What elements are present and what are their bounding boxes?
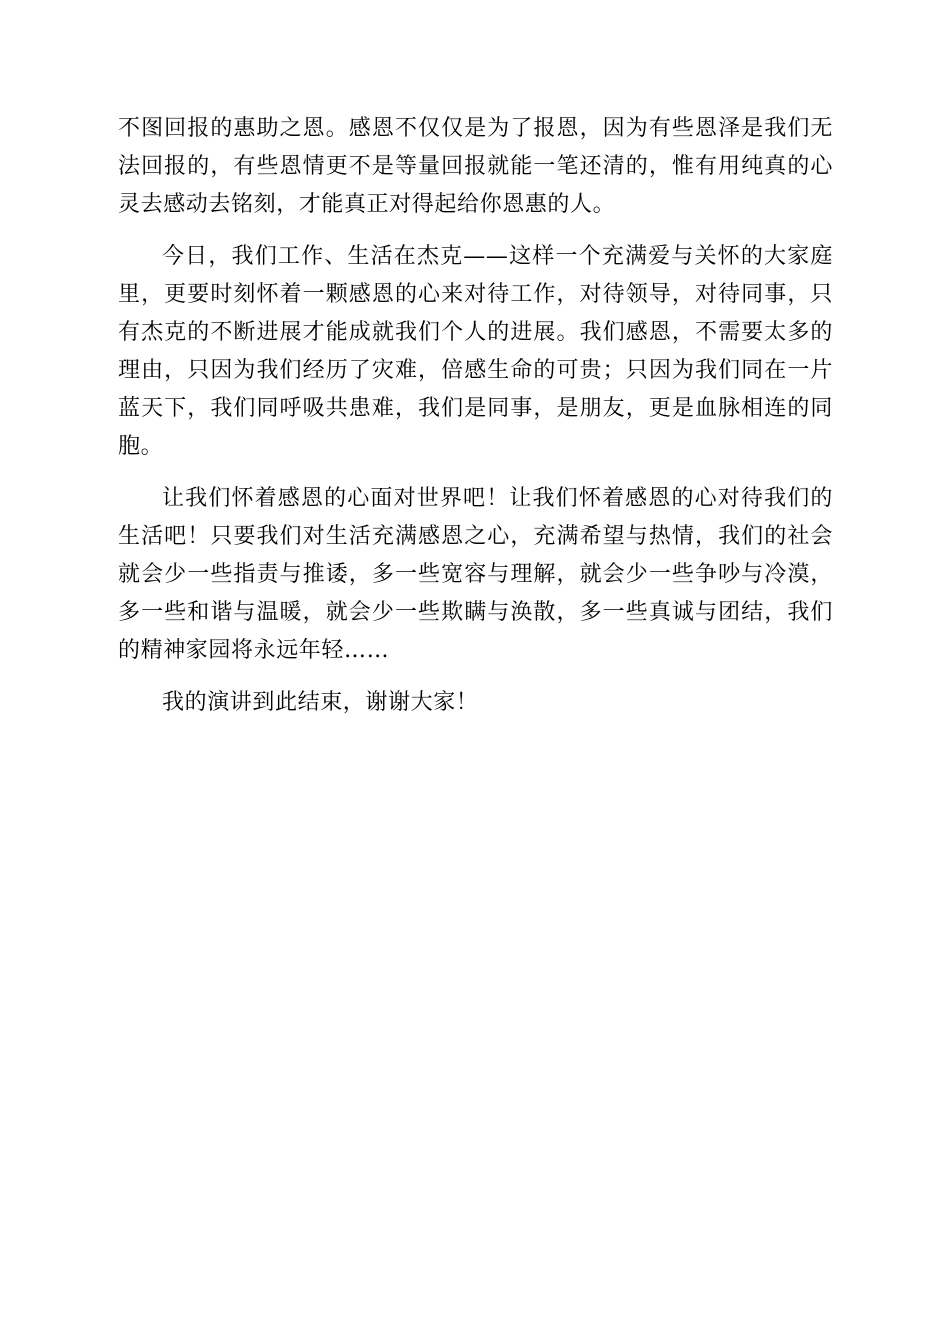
paragraph-closing: 我的演讲到此结束，谢谢大家！	[162, 690, 479, 715]
paragraph-gratitude-meaning: 不图回报的惠助之恩。感恩不仅仅是为了报恩，因为有些恩泽是我们无法回报的，有些恩情更不是等量回报就能一笔还清的，惟有用纯真的心灵去感动去铭刻，才能真正对得起给你恩惠的人。	[118, 116, 833, 217]
paragraph-jack-family: 今日，我们工作、生活在杰克——这样一个充满爱与关怀的大家庭里，更要时刻怀着一颗感恩的心来对待工作，对待领导，对待同事，只有杰克的不断进展才能成就我们个人的进展。我们感恩，不需要太多的理由，只因为我们经历了灾难，倍感生命的可贵；只因为我们同在一片蓝天下，我们同呼吸共患难，我们是同事，是朋友，更是血脉相连的同胞。	[118, 244, 833, 459]
paragraph-call-to-gratitude: 让我们怀着感恩的心面对世界吧！让我们怀着感恩的心对待我们的生活吧！只要我们对生活充满感恩之心，充满希望与热情，我们的社会就会少一些指责与推诿，多一些宽容与理解，就会少一些争吵与冷漠，多一些和谐与温暖，就会少一些欺瞒与涣散，多一些真诚与团结，我们的精神家园将永远年轻……	[118, 486, 833, 663]
document-body	[118, 110, 833, 736]
